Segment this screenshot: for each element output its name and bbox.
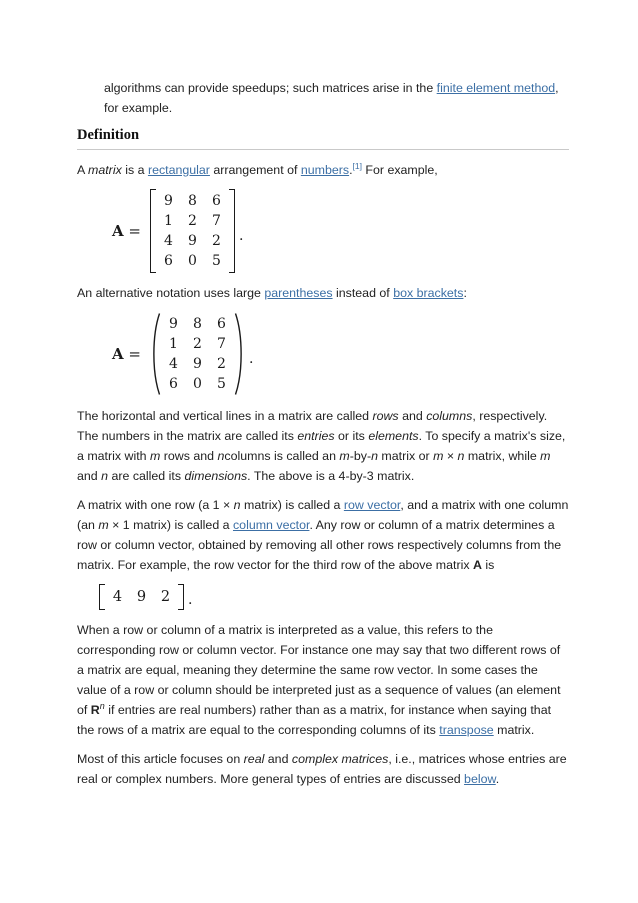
matrix-paren-equation — [112, 312, 569, 396]
link-column-vector[interactable]: column vector — [232, 518, 310, 532]
bold-text: A — [472, 558, 482, 572]
matrix-bracket-equation — [112, 189, 569, 273]
rows-columns-paragraph: The horizontal and vertical lines in a matrix are called rows and columns, respectively. The numbers in the matrix are called its entries or its elements. To specify a matrix's size, a matrix with m rows and ncolumns is called an m-by-n matrix or m × n matrix, while m and n are called its dimensions. The above is a 4-by-3 matrix. — [77, 409, 566, 483]
italic-text: m — [433, 449, 444, 463]
matrix-cell: 1 — [164, 213, 173, 229]
link-numbers[interactable]: numbers — [300, 163, 350, 177]
matrix-cell: 2 — [193, 336, 202, 352]
matrix-grid — [161, 312, 234, 396]
value-interpretation-paragraph: When a row or column of a matrix is interpreted as a value, this refers to the corresponding row or column vector. For instance one may say that two different rows of a matrix are equal, meaning they determine the same row vector. In some cases the value of a row or column should be interpreted just as a sequence of values (an element of $R^n$ if entries are real numbers) rather than as a matrix, for instance when saying that the rows of a matrix are equal to the corresponding columns of its transpose matrix. — [77, 623, 561, 737]
italic-text: elements — [368, 429, 419, 443]
bold-text: R — [90, 703, 100, 717]
link-finite-element-method[interactable]: finite element method — [436, 81, 556, 95]
matrix-cell: 7 — [217, 336, 226, 352]
matrix — [150, 312, 245, 396]
link-parentheses[interactable]: parentheses — [264, 286, 333, 300]
italic-text: m — [98, 518, 109, 532]
matrix-cell: 6 — [212, 193, 221, 209]
left-paren — [150, 312, 161, 396]
matrix-grid — [156, 189, 229, 273]
row-column-vector-paragraph: A matrix with one row (a 1 × n matrix) is called a row vector, and a matrix with one column (an m × 1 matrix) is called a column vector. Any row or column of a matrix determines a row or column vector, obtained by removing all other rows respectively columns from the matrix. For example, the row vector for the third row of the above matrix A is — [77, 498, 569, 572]
right-bracket — [178, 584, 184, 610]
matrix-cell: 2 — [212, 233, 221, 249]
matrix — [150, 189, 235, 273]
italic-text: n — [101, 469, 109, 483]
intro-continuation-paragraph: algorithms can provide speedups; such matrices arise in the finite element method, for example. — [104, 81, 559, 115]
matrix-cell: 6 — [169, 376, 178, 392]
matrix-cell: 7 — [212, 213, 221, 229]
right-bracket — [229, 189, 235, 273]
italic-text: n — [233, 498, 241, 512]
matrix — [99, 584, 184, 610]
italic-text: m — [149, 449, 161, 463]
equation-lhs: A = — [112, 222, 141, 240]
matrix-cell: 4 — [169, 356, 178, 372]
matrix-cell: 6 — [217, 316, 226, 332]
definition-paragraph: A matrix is a rectangular arrangement of numbers.[1] For example, — [77, 160, 438, 177]
row-vector-equation — [99, 584, 569, 610]
matrix-cell: 0 — [188, 253, 197, 269]
link-ref-1[interactable]: [1] — [352, 160, 362, 171]
equation-period: . — [238, 228, 244, 244]
matrix-cell: 2 — [217, 356, 226, 372]
italic-text: entries — [297, 429, 335, 443]
italic-text: dimensions — [184, 469, 248, 483]
superscript-variable: n — [99, 700, 105, 711]
matrix-cell: 5 — [212, 253, 221, 269]
matrix-cell: 9 — [169, 316, 178, 332]
alternative-notation-paragraph: An alternative notation uses large parentheses instead of box brackets: — [77, 286, 467, 300]
matrix-cell: 4 — [112, 589, 123, 605]
matrix-cell: 0 — [193, 376, 202, 392]
right-paren — [234, 312, 245, 396]
matrix-cell: 2 — [160, 589, 171, 605]
italic-text: complex matrices — [291, 752, 389, 766]
equation-period: . — [188, 592, 193, 608]
matrix-cell: 8 — [188, 193, 197, 209]
italic-text: n — [457, 449, 465, 463]
link-transpose[interactable]: transpose — [439, 723, 494, 737]
italic-text: n — [371, 449, 378, 463]
italic-text: m — [339, 449, 350, 463]
matrix-cell: 4 — [164, 233, 173, 249]
link-box-brackets[interactable]: box brackets — [393, 286, 464, 300]
matrix-cell: 8 — [193, 316, 202, 332]
link-row-vector[interactable]: row vector — [343, 498, 401, 512]
italic-text: rows — [372, 409, 399, 423]
link-rectangular[interactable]: rectangular — [147, 163, 210, 177]
italic-text: m — [540, 449, 551, 463]
matrix-cell: 9 — [136, 589, 147, 605]
real-complex-paragraph: Most of this article focuses on real and complex matrices, i.e., matrices whose entries are real or complex numbers. More general types of entries are discussed below. — [77, 752, 567, 786]
italic-text: n — [217, 449, 225, 463]
matrix-cell: 9 — [193, 356, 202, 372]
matrix-cell: 1 — [169, 336, 178, 352]
matrix-cell: 9 — [164, 193, 173, 209]
matrix-grid — [105, 584, 178, 610]
equation-lhs: A = — [112, 345, 141, 363]
matrix-cell: 2 — [188, 213, 197, 229]
equation-period: . — [248, 351, 254, 367]
section-heading-definition: Definition — [77, 127, 569, 150]
italic-text: columns — [426, 409, 473, 423]
italic-text: matrix — [88, 163, 122, 177]
reference-superscript — [353, 161, 362, 172]
matrix-cell: 5 — [217, 376, 226, 392]
link-below[interactable]: below — [464, 772, 496, 786]
italic-text: real — [243, 752, 265, 766]
matrix-cell: 6 — [164, 253, 173, 269]
matrix-cell: 9 — [188, 233, 197, 249]
